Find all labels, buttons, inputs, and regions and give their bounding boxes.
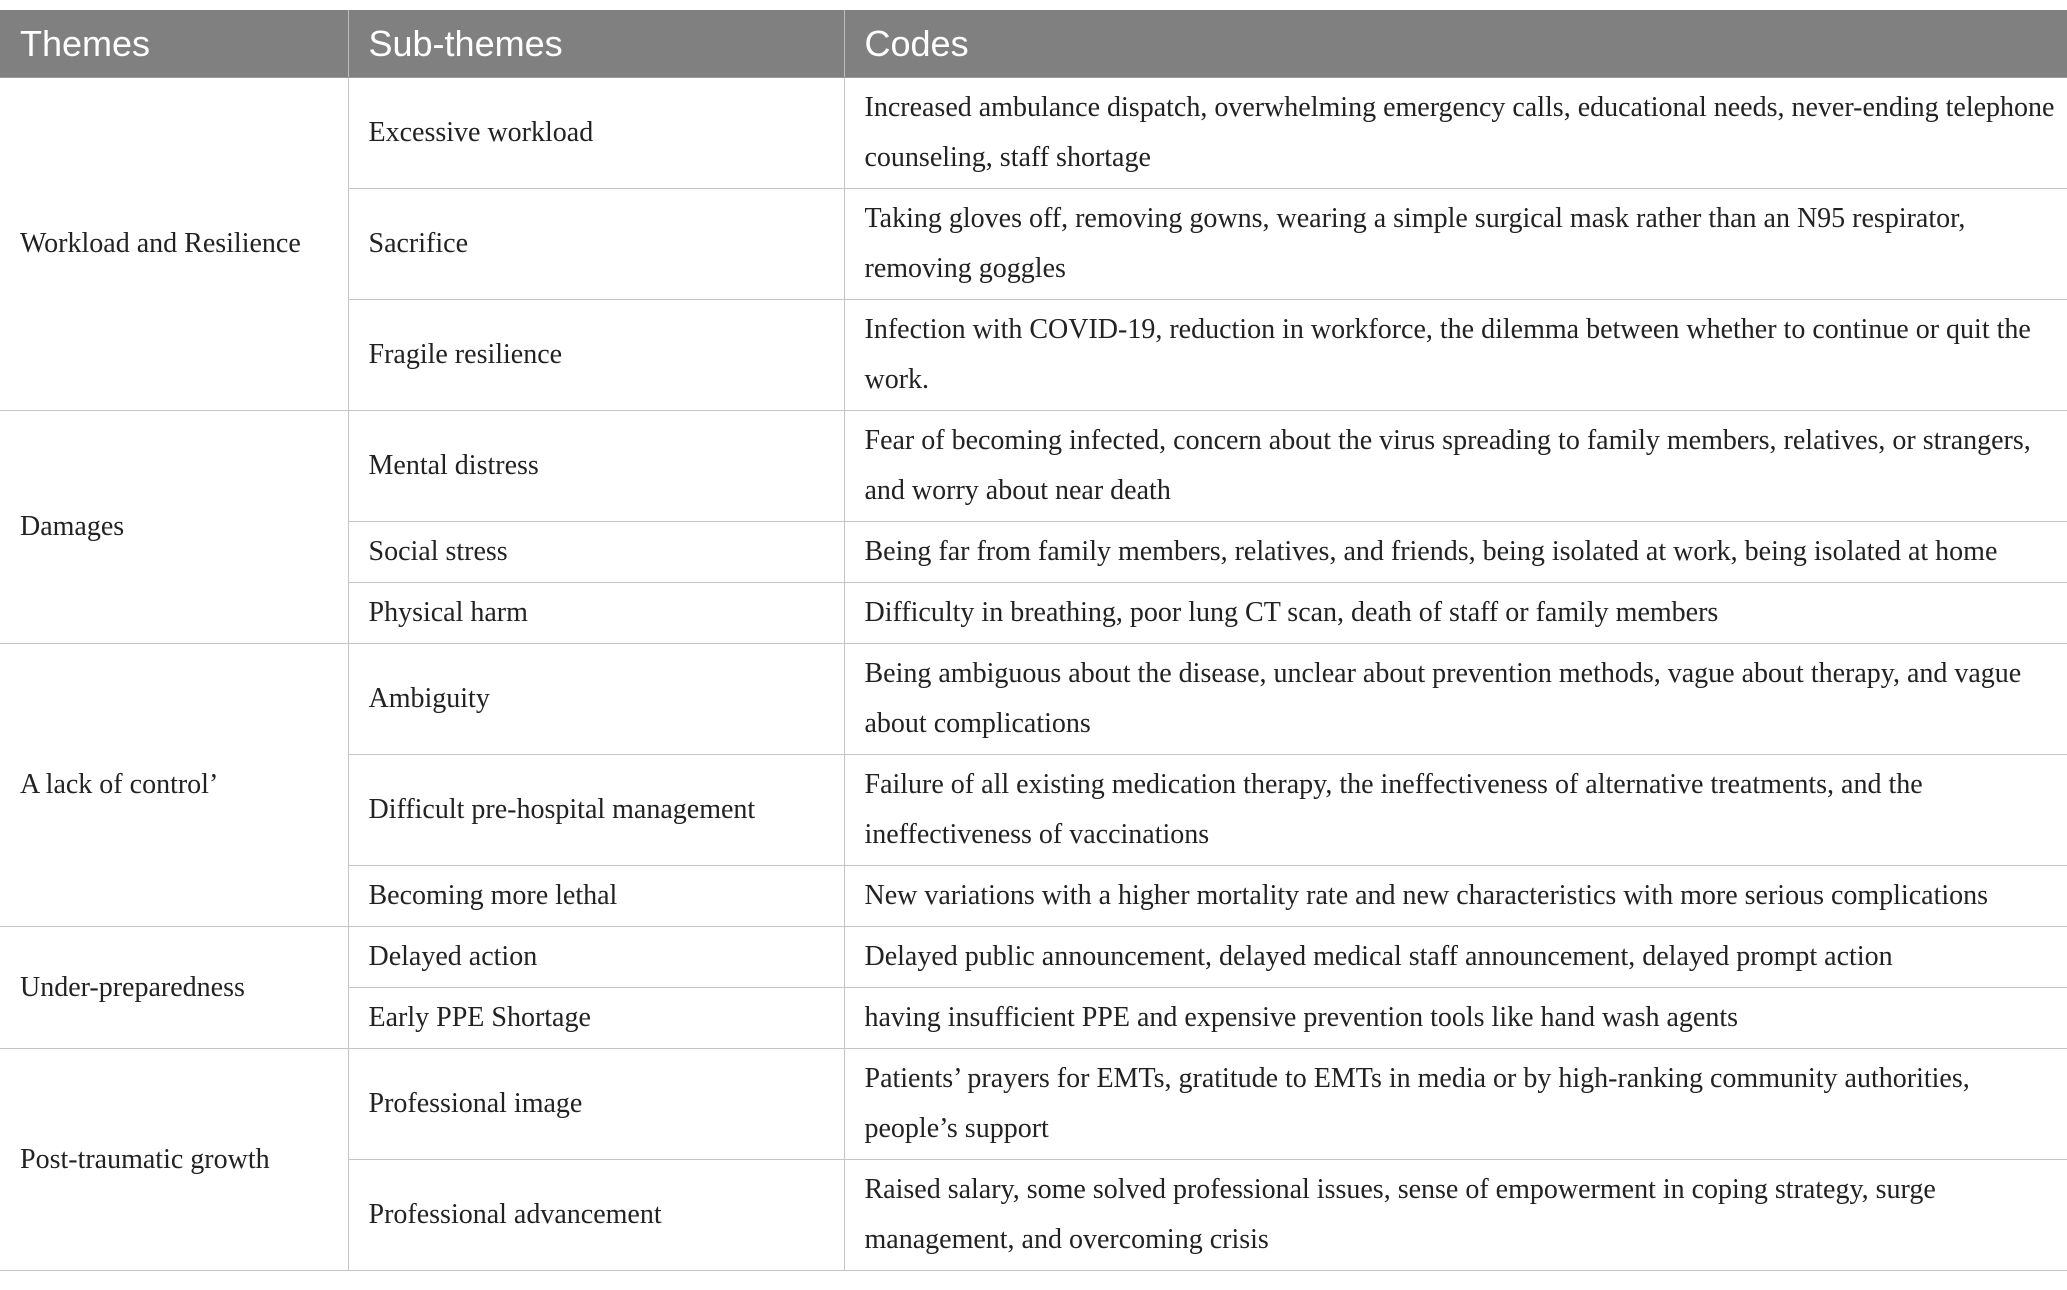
header-codes: Codes xyxy=(844,10,2067,78)
table-row xyxy=(0,927,2067,988)
header-themes: Themes xyxy=(0,10,348,78)
theme-cell: A lack of control’ xyxy=(0,644,348,927)
codes-cell: Increased ambulance dispatch, overwhelming emergency calls, educational needs, never-ending telephone counseling, staff shortage xyxy=(844,78,2067,189)
theme-cell: Damages xyxy=(0,411,348,644)
theme-cell: Workload and Resilience xyxy=(0,78,348,411)
codes-cell: Taking gloves off, removing gowns, wearing a simple surgical mask rather than an N95 respirator, removing goggles xyxy=(844,189,2067,300)
codes-cell: Delayed public announcement, delayed medical staff announcement, delayed prompt action xyxy=(844,927,2067,988)
sub-theme-cell: Excessive workload xyxy=(348,78,844,189)
sub-theme-cell: Ambiguity xyxy=(348,644,844,755)
sub-theme-cell: Sacrifice xyxy=(348,189,844,300)
codes-cell: Infection with COVID-19, reduction in workforce, the dilemma between whether to continue or quit the work. xyxy=(844,300,2067,411)
table-row xyxy=(0,1049,2067,1160)
sub-theme-cell: Becoming more lethal xyxy=(348,866,844,927)
theme-cell: Post-traumatic growth xyxy=(0,1049,348,1271)
sub-theme-cell: Physical harm xyxy=(348,583,844,644)
codes-cell: having insufficient PPE and expensive prevention tools like hand wash agents xyxy=(844,988,2067,1049)
codes-cell: Difficulty in breathing, poor lung CT scan, death of staff or family members xyxy=(844,583,2067,644)
sub-theme-cell: Difficult pre-hospital management xyxy=(348,755,844,866)
sub-theme-cell: Early PPE Shortage xyxy=(348,988,844,1049)
codes-cell: Being ambiguous about the disease, unclear about prevention methods, vague about therapy, and vague about complications xyxy=(844,644,2067,755)
sub-theme-cell: Delayed action xyxy=(348,927,844,988)
codes-cell: Fear of becoming infected, concern about the virus spreading to family members, relatives, or strangers, and worry about near death xyxy=(844,411,2067,522)
sub-theme-cell: Mental distress xyxy=(348,411,844,522)
codes-cell: Patients’ prayers for EMTs, gratitude to EMTs in media or by high-ranking community authorities, people’s support xyxy=(844,1049,2067,1160)
table-row xyxy=(0,78,2067,189)
sub-theme-cell: Professional advancement xyxy=(348,1160,844,1271)
theme-cell: Under-preparedness xyxy=(0,927,348,1049)
sub-theme-cell: Social stress xyxy=(348,522,844,583)
header-row xyxy=(0,10,2067,78)
codes-cell: Raised salary, some solved professional issues, sense of empowerment in coping strategy, surge management, and overcoming crisis xyxy=(844,1160,2067,1271)
header-sub-themes: Sub-themes xyxy=(348,10,844,78)
table-row xyxy=(0,644,2067,755)
codes-cell: New variations with a higher mortality rate and new characteristics with more serious complications xyxy=(844,866,2067,927)
sub-theme-cell: Fragile resilience xyxy=(348,300,844,411)
codes-cell: Being far from family members, relatives, and friends, being isolated at work, being isolated at home xyxy=(844,522,2067,583)
sub-theme-cell: Professional image xyxy=(348,1049,844,1160)
themes-table xyxy=(0,10,2067,1271)
codes-cell: Failure of all existing medication therapy, the ineffectiveness of alternative treatments, and the ineffectiveness of vaccinations xyxy=(844,755,2067,866)
table-row xyxy=(0,411,2067,522)
